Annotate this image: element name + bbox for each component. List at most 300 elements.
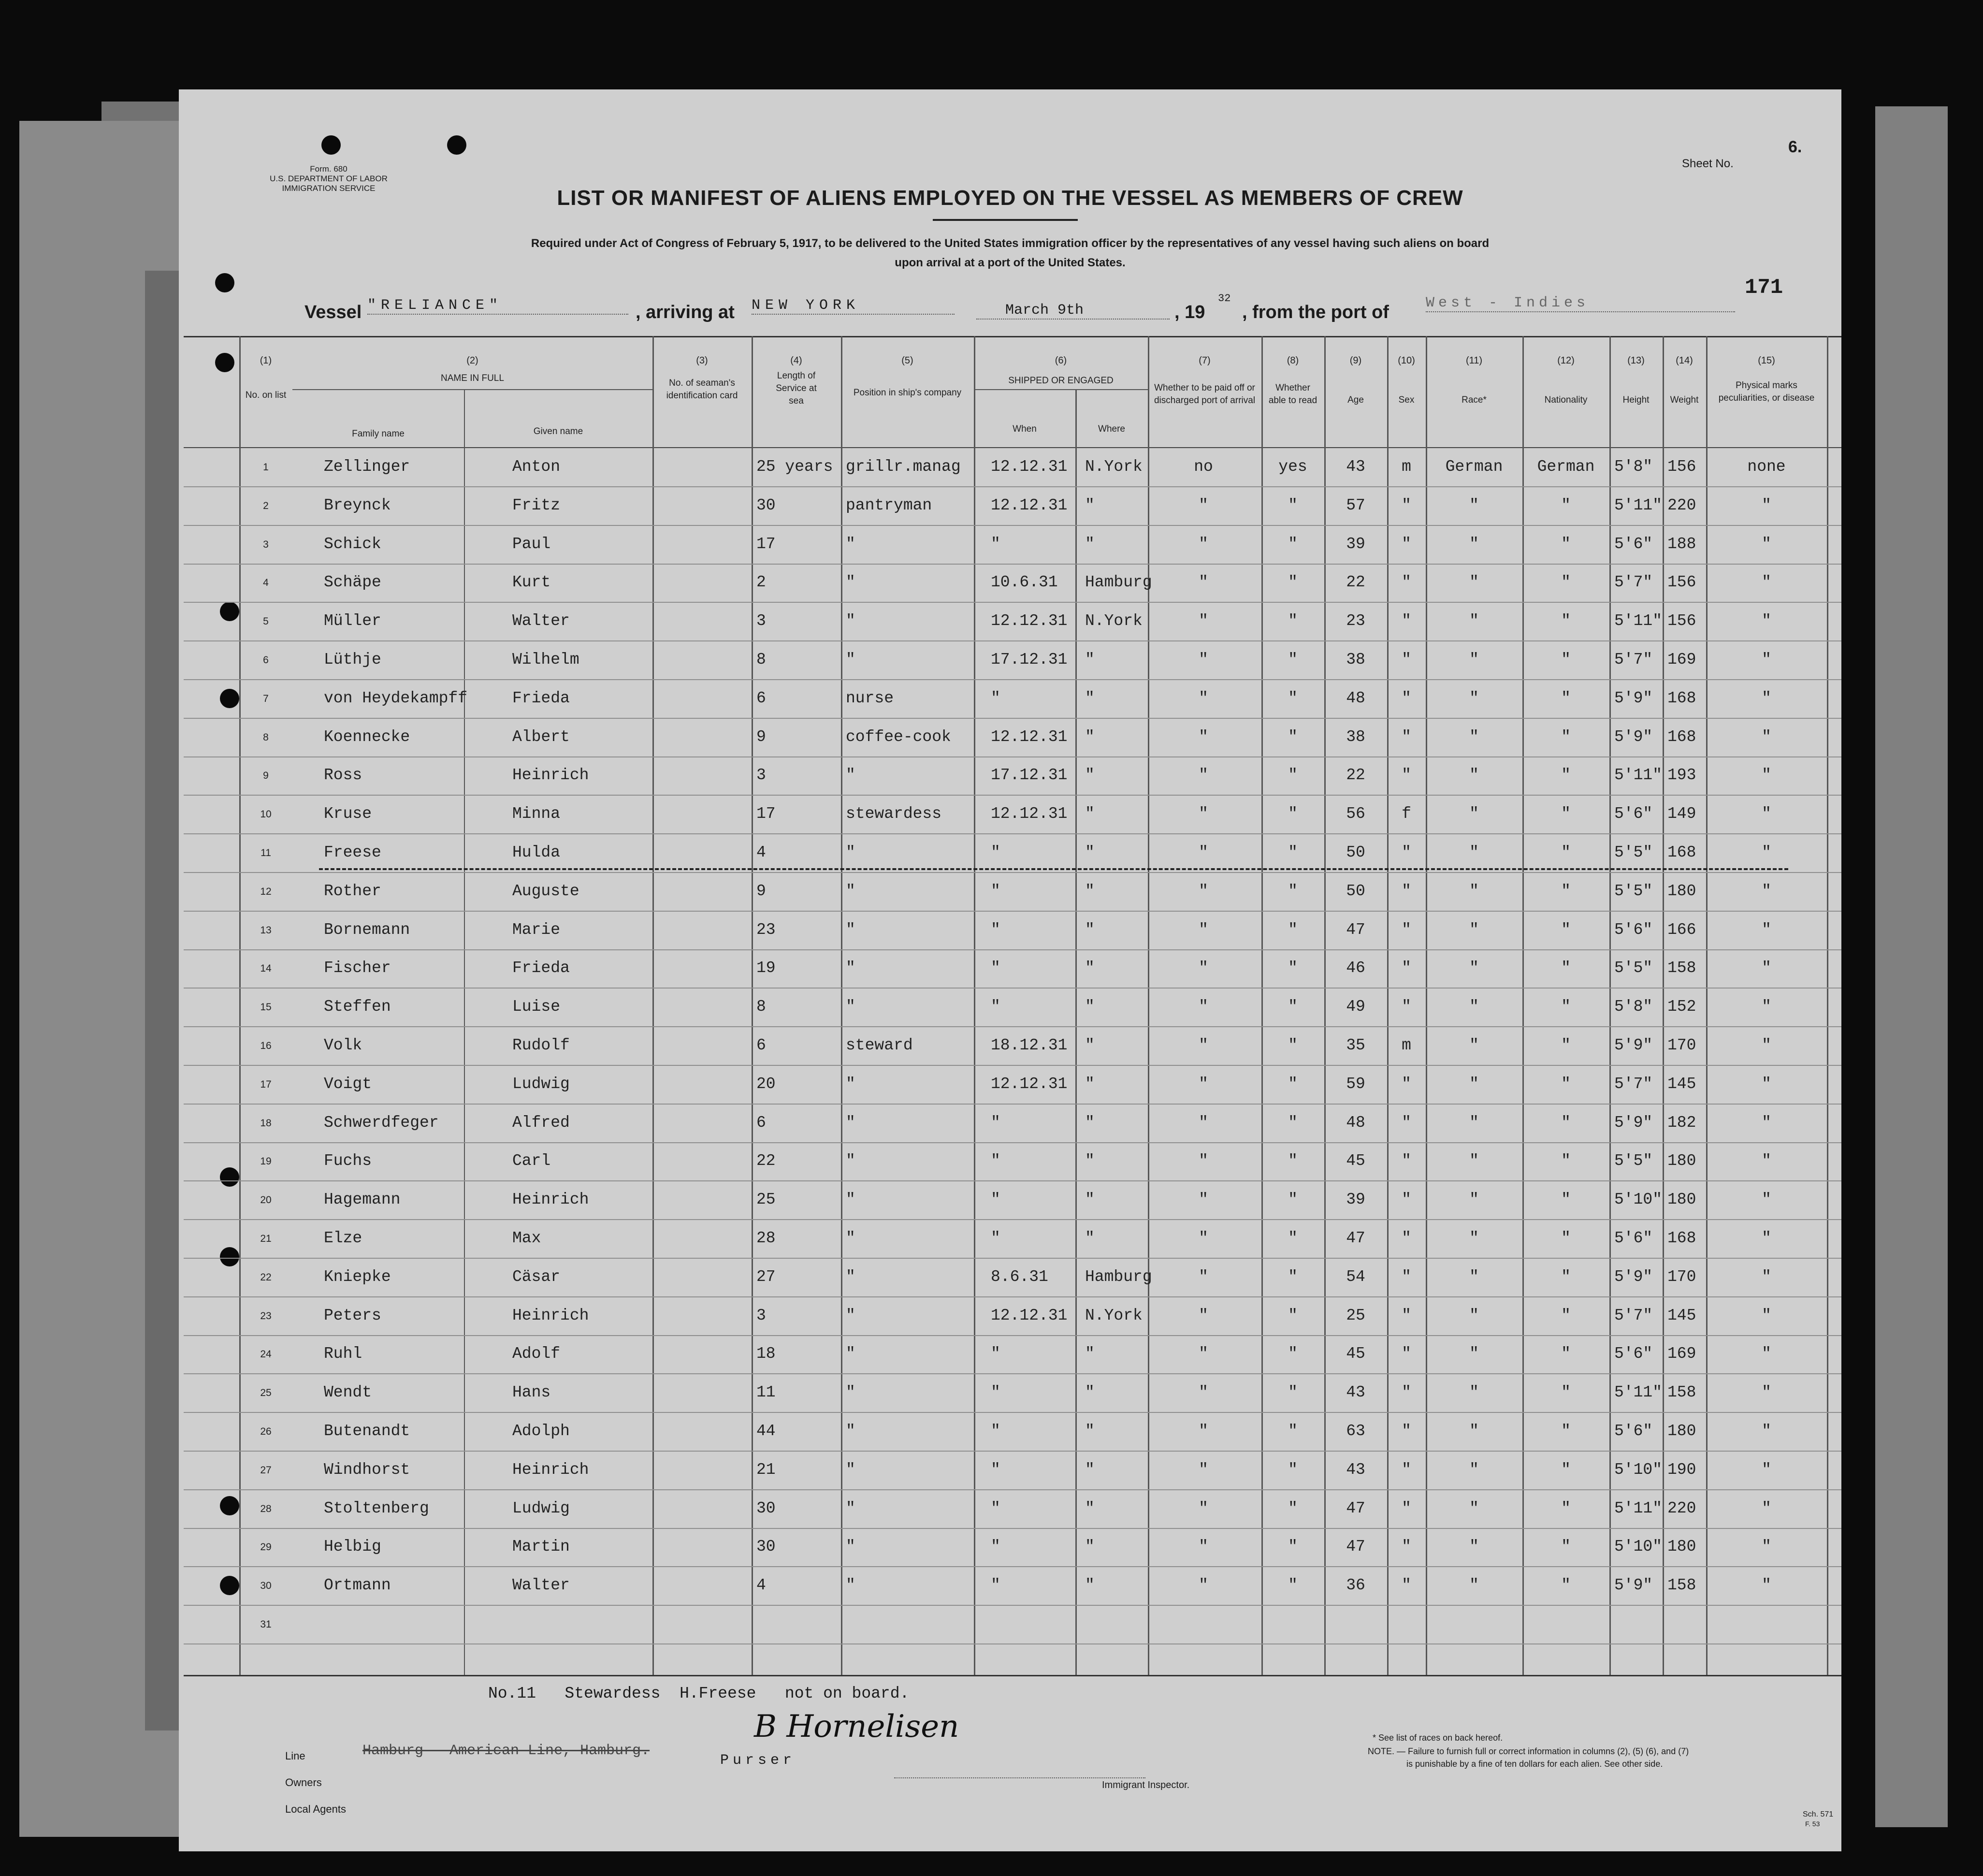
cell-shipped-when: ": [991, 1345, 1000, 1363]
inspector-label: Immigrant Inspector.: [1102, 1780, 1190, 1790]
cell-family-name: Helbig: [324, 1538, 381, 1556]
owners-label: Owners: [285, 1776, 322, 1789]
cell-given-name: Anton: [512, 458, 561, 476]
cell-height: 5'8": [1614, 458, 1653, 476]
cell-physical-marks: ": [1762, 535, 1771, 553]
cell-family-name: Peters: [324, 1306, 381, 1324]
cell-paid-off: ": [1199, 689, 1208, 707]
cell-given-name: Carl: [512, 1152, 551, 1170]
table-row: [179, 602, 1841, 641]
cell-weight: 168: [1667, 689, 1696, 707]
table-row: [179, 1412, 1841, 1451]
table-row: [179, 1567, 1841, 1605]
cell-age: 63: [1346, 1422, 1365, 1440]
penalty-note-2: is punishable by a fine of ten dollars for each alien. See other side.: [1406, 1759, 1663, 1769]
cell-physical-marks: ": [1762, 651, 1771, 669]
table-row: [179, 1220, 1841, 1258]
cell-physical-marks: ": [1762, 1075, 1771, 1093]
cell-able-to-read: yes: [1278, 458, 1307, 476]
cell-family-name: Zellinger: [324, 458, 410, 476]
cell-given-name: Walter: [512, 1576, 570, 1595]
cell-sex: ": [1402, 1460, 1411, 1479]
cell-row-number: 16: [260, 1040, 272, 1051]
race-note: * See list of races on back hereof.: [1373, 1733, 1503, 1743]
cell-position: ": [846, 959, 855, 977]
cell-position: ": [846, 1152, 855, 1170]
cell-weight: 158: [1667, 959, 1696, 977]
strike-through-line: [319, 868, 1788, 870]
cell-race: ": [1469, 651, 1479, 669]
cell-age: 49: [1346, 998, 1365, 1016]
cell-height: 5'7": [1614, 1075, 1653, 1093]
cell-shipped-where: ": [1085, 766, 1095, 785]
cell-nationality: ": [1561, 843, 1571, 861]
cell-shipped-where: ": [1085, 882, 1095, 900]
cell-family-name: Ortmann: [324, 1576, 391, 1595]
col-6-number: (6): [1055, 355, 1067, 366]
col-7-header: Whether to be paid off or discharged port of arrival: [1154, 383, 1256, 406]
cell-row-number: 7: [263, 693, 269, 704]
purser-label: Purser: [720, 1752, 796, 1769]
cell-row-number: 4: [263, 577, 269, 589]
cell-paid-off: ": [1199, 727, 1208, 746]
cell-physical-marks: ": [1762, 920, 1771, 939]
cell-age: 47: [1346, 920, 1365, 939]
cell-weight: 168: [1667, 1229, 1696, 1247]
cell-length-of-service: 19: [756, 959, 776, 977]
cell-shipped-where: ": [1085, 1499, 1095, 1517]
cell-family-name: Hagemann: [324, 1191, 401, 1209]
cell-paid-off: ": [1199, 766, 1208, 785]
cell-paid-off: ": [1199, 1306, 1208, 1324]
cell-able-to-read: ": [1288, 1075, 1298, 1093]
col-3-header: No. of seaman's identification card: [666, 378, 738, 401]
cell-weight: 152: [1667, 998, 1696, 1016]
cell-family-name: Stoltenberg: [324, 1499, 429, 1517]
cell-length-of-service: 28: [756, 1229, 776, 1247]
cell-age: 45: [1346, 1152, 1365, 1170]
col-3-number: (3): [696, 355, 708, 366]
cell-physical-marks: ": [1762, 1191, 1771, 1209]
cell-race: ": [1469, 766, 1479, 785]
cell-physical-marks: ": [1762, 1383, 1771, 1402]
table-row: [179, 1065, 1841, 1104]
cell-physical-marks: ": [1762, 805, 1771, 823]
cell-race: German: [1445, 458, 1503, 476]
cell-position: ": [846, 1191, 855, 1209]
col-9-header: Age: [1347, 395, 1364, 405]
cell-paid-off: ": [1199, 1075, 1208, 1093]
cell-age: 57: [1346, 496, 1365, 514]
cell-able-to-read: ": [1288, 805, 1298, 823]
cell-length-of-service: 8: [756, 651, 766, 669]
cell-race: ": [1469, 1267, 1479, 1286]
cell-physical-marks: ": [1762, 1499, 1771, 1517]
cell-nationality: ": [1561, 689, 1571, 707]
cell-paid-off: ": [1199, 1345, 1208, 1363]
cell-weight: 180: [1667, 882, 1696, 900]
cell-physical-marks: ": [1762, 1538, 1771, 1556]
cell-position: ": [846, 1499, 855, 1517]
cell-paid-off: ": [1199, 1113, 1208, 1132]
cell-race: ": [1469, 573, 1479, 592]
cell-position: ": [846, 843, 855, 861]
footer-note: No.11 Stewardess H.Freese not on board.: [488, 1685, 910, 1702]
local-agents-label: Local Agents: [285, 1803, 346, 1815]
cell-given-name: Rudolf: [512, 1036, 570, 1054]
cell-height: 5'6": [1614, 1345, 1653, 1363]
cell-race: ": [1469, 727, 1479, 746]
cell-shipped-where: ": [1085, 843, 1095, 861]
col-8-header: Whether able to read: [1268, 383, 1317, 406]
cell-paid-off: ": [1199, 1499, 1208, 1517]
cell-position: ": [846, 1229, 855, 1247]
cell-nationality: ": [1561, 1383, 1571, 1402]
page-number: 171: [1745, 276, 1783, 300]
cell-height: 5'9": [1614, 727, 1653, 746]
cell-age: 50: [1346, 843, 1365, 861]
cell-sex: ": [1402, 1191, 1411, 1209]
cell-shipped-where: ": [1085, 1460, 1095, 1479]
cell-height: 5'11": [1614, 612, 1663, 630]
cell-position: ": [846, 612, 855, 630]
col-10-header: Sex: [1398, 395, 1415, 405]
cell-row-number: 1: [263, 462, 269, 473]
manifest-title: LIST OR MANIFEST OF ALIENS EMPLOYED ON THE VESSEL AS MEMBERS OF CREW: [557, 186, 1463, 210]
shipped-subheader-rule: [974, 389, 1148, 390]
cell-paid-off: ": [1199, 1383, 1208, 1402]
cell-height: 5'9": [1614, 689, 1653, 707]
cell-age: 47: [1346, 1229, 1365, 1247]
cell-nationality: ": [1561, 882, 1571, 900]
table-row: [179, 448, 1841, 487]
cell-age: 23: [1346, 612, 1365, 630]
cell-age: 38: [1346, 727, 1365, 746]
col-11-header: Race*: [1462, 395, 1487, 405]
cell-shipped-where: ": [1085, 1191, 1095, 1209]
cell-given-name: Luise: [512, 998, 561, 1016]
cell-paid-off: ": [1199, 998, 1208, 1016]
cell-weight: 193: [1667, 766, 1696, 785]
cell-paid-off: ": [1199, 573, 1208, 592]
cell-given-name: Ludwig: [512, 1075, 570, 1093]
cell-position: nurse: [846, 689, 894, 707]
cell-nationality: ": [1561, 612, 1571, 630]
cell-given-name: Heinrich: [512, 766, 589, 785]
cell-weight: 180: [1667, 1422, 1696, 1440]
cell-row-number: 3: [263, 538, 269, 550]
col-14-header: Weight: [1670, 395, 1699, 405]
cell-given-name: Hulda: [512, 843, 561, 861]
cell-shipped-where: Hamburg: [1085, 1267, 1152, 1286]
manifest-sheet: [179, 89, 1841, 1851]
cell-shipped-when: ": [991, 1576, 1000, 1595]
cell-shipped-where: ": [1085, 727, 1095, 746]
table-row: [179, 680, 1841, 718]
cell-family-name: Schwerdfeger: [324, 1113, 439, 1132]
given-name-header: Given name: [533, 426, 583, 436]
sheet-number-label: Sheet No.: [1682, 157, 1734, 170]
cell-sex: ": [1402, 1499, 1411, 1517]
year-suffix: 32: [1218, 292, 1231, 305]
cell-row-number: 8: [263, 731, 269, 743]
cell-age: 47: [1346, 1499, 1365, 1517]
cell-family-name: Ruhl: [324, 1345, 362, 1363]
cell-given-name: Heinrich: [512, 1191, 589, 1209]
cell-shipped-when: ": [991, 1229, 1000, 1247]
cell-weight: 170: [1667, 1036, 1696, 1054]
cell-race: ": [1469, 496, 1479, 514]
schedule-subnumber: F. 53: [1805, 1820, 1820, 1828]
cell-shipped-when: ": [991, 1538, 1000, 1556]
cell-sex: ": [1402, 1576, 1411, 1595]
table-row: [179, 834, 1841, 873]
cell-height: 5'11": [1614, 1383, 1663, 1402]
cell-weight: 168: [1667, 843, 1696, 861]
cell-sex: ": [1402, 1075, 1411, 1093]
cell-shipped-when: 17.12.31: [991, 651, 1068, 669]
cell-height: 5'5": [1614, 1152, 1653, 1170]
cell-weight: 156: [1667, 458, 1696, 476]
cell-sex: ": [1402, 1306, 1411, 1324]
name-subheader-rule: [292, 389, 652, 390]
cell-weight: 158: [1667, 1576, 1696, 1595]
cell-shipped-where: Hamburg: [1085, 573, 1152, 592]
cell-row-number: 2: [263, 500, 269, 511]
cell-able-to-read: ": [1288, 959, 1298, 977]
cell-height: 5'8": [1614, 998, 1653, 1016]
cell-shipped-when: 10.6.31: [991, 573, 1058, 592]
cell-given-name: Adolph: [512, 1422, 570, 1440]
cell-age: 48: [1346, 689, 1365, 707]
cell-age: 43: [1346, 1383, 1365, 1402]
col-5-number: (5): [901, 355, 913, 366]
cell-paid-off: ": [1199, 1191, 1208, 1209]
table-row: [179, 641, 1841, 680]
cell-weight: 149: [1667, 805, 1696, 823]
cell-family-name: Fuchs: [324, 1152, 372, 1170]
cell-nationality: ": [1561, 1152, 1571, 1170]
cell-age: 39: [1346, 535, 1365, 553]
inspector-signature-line: [894, 1777, 1145, 1778]
cell-family-name: Schick: [324, 535, 381, 553]
cell-length-of-service: 20: [756, 1075, 776, 1093]
cell-race: ": [1469, 1036, 1479, 1054]
departure-port: West - Indies: [1426, 295, 1735, 312]
cell-length-of-service: 30: [756, 1499, 776, 1517]
cell-family-name: von Heydekampff: [324, 689, 468, 707]
cell-family-name: Rother: [324, 882, 381, 900]
cell-age: 54: [1346, 1267, 1365, 1286]
col-8-number: (8): [1287, 355, 1299, 366]
cell-family-name: Freese: [324, 843, 381, 861]
cell-height: 5'11": [1614, 496, 1663, 514]
cell-nationality: ": [1561, 1113, 1571, 1132]
shipped-where-header: Where: [1098, 424, 1125, 434]
cell-physical-marks: ": [1762, 1267, 1771, 1286]
cell-position: ": [846, 1538, 855, 1556]
cell-given-name: Paul: [512, 535, 551, 553]
cell-family-name: Koennecke: [324, 727, 410, 746]
cell-given-name: Fritz: [512, 496, 561, 514]
purser-signature: B Hornelisen: [754, 1709, 959, 1745]
cell-length-of-service: 9: [756, 882, 766, 900]
cell-nationality: ": [1561, 573, 1571, 592]
shipped-when-header: When: [1013, 424, 1037, 434]
table-row: [179, 564, 1841, 602]
cell-race: ": [1469, 959, 1479, 977]
cell-race: ": [1469, 805, 1479, 823]
cell-nationality: ": [1561, 1499, 1571, 1517]
cell-length-of-service: 2: [756, 573, 766, 592]
cell-length-of-service: 6: [756, 689, 766, 707]
cell-weight: 158: [1667, 1383, 1696, 1402]
cell-shipped-where: ": [1085, 1345, 1095, 1363]
cell-age: 43: [1346, 458, 1365, 476]
cell-height: 5'6": [1614, 1229, 1653, 1247]
table-bottom-rule: [184, 1675, 1841, 1676]
cell-sex: ": [1402, 1113, 1411, 1132]
cell-age: 56: [1346, 805, 1365, 823]
cell-length-of-service: 6: [756, 1036, 766, 1054]
cell-height: 5'11": [1614, 1499, 1663, 1517]
cell-length-of-service: 4: [756, 1576, 766, 1595]
cell-sex: ": [1402, 1229, 1411, 1247]
cell-nationality: ": [1561, 805, 1571, 823]
col-1-number: (1): [260, 355, 272, 366]
cell-row-number: 30: [260, 1580, 272, 1592]
cell-age: 22: [1346, 766, 1365, 785]
cell-weight: 156: [1667, 612, 1696, 630]
cell-family-name: Kruse: [324, 805, 372, 823]
table-row: [179, 718, 1841, 757]
cell-paid-off: ": [1199, 612, 1208, 630]
cell-given-name: Martin: [512, 1538, 570, 1556]
cell-able-to-read: ": [1288, 1345, 1298, 1363]
cell-height: 5'6": [1614, 535, 1653, 553]
cell-shipped-where: ": [1085, 1383, 1095, 1402]
cell-length-of-service: 30: [756, 496, 776, 514]
cell-height: 5'9": [1614, 1267, 1653, 1286]
cell-given-name: Albert: [512, 727, 570, 746]
cell-physical-marks: ": [1762, 689, 1771, 707]
cell-able-to-read: ": [1288, 882, 1298, 900]
cell-row-number: 6: [263, 654, 269, 666]
cell-height: 5'9": [1614, 1576, 1653, 1595]
cell-nationality: ": [1561, 1267, 1571, 1286]
cell-position: ": [846, 1113, 855, 1132]
cell-given-name: Adolf: [512, 1345, 561, 1363]
department-name: U.S. DEPARTMENT OF LABOR: [270, 174, 388, 183]
cell-able-to-read: ": [1288, 1422, 1298, 1440]
cell-paid-off: ": [1199, 535, 1208, 553]
cell-physical-marks: ": [1762, 766, 1771, 785]
cell-paid-off: ": [1199, 1229, 1208, 1247]
cell-age: 47: [1346, 1538, 1365, 1556]
cell-able-to-read: ": [1288, 573, 1298, 592]
cell-able-to-read: ": [1288, 920, 1298, 939]
cell-given-name: Marie: [512, 920, 561, 939]
table-row: [179, 911, 1841, 950]
col-15-header: Physical marks peculiarities, or disease: [1718, 380, 1815, 403]
cell-able-to-read: ": [1288, 496, 1298, 514]
table-row: [179, 487, 1841, 525]
cell-height: 5'9": [1614, 1113, 1653, 1132]
cell-row-number: 12: [260, 886, 272, 897]
cell-able-to-read: ": [1288, 1267, 1298, 1286]
cell-length-of-service: 17: [756, 535, 776, 553]
cell-given-name: Auguste: [512, 882, 579, 900]
cell-weight: 170: [1667, 1267, 1696, 1286]
cell-sex: m: [1402, 458, 1411, 476]
cell-paid-off: ": [1199, 496, 1208, 514]
cell-shipped-where: ": [1085, 998, 1095, 1016]
penalty-note-1: NOTE. — Failure to furnish full or correct information in columns (2), (5) (6), and (7): [1368, 1746, 1689, 1756]
cell-race: ": [1469, 1345, 1479, 1363]
cell-physical-marks: ": [1762, 1422, 1771, 1440]
cell-able-to-read: ": [1288, 1538, 1298, 1556]
schedule-number: Sch. 571: [1803, 1810, 1834, 1818]
table-row: [179, 1297, 1841, 1336]
cell-race: ": [1469, 1152, 1479, 1170]
cell-able-to-read: ": [1288, 843, 1298, 861]
table-row: [179, 1451, 1841, 1490]
cell-sex: ": [1402, 1538, 1411, 1556]
cell-length-of-service: 23: [756, 920, 776, 939]
cell-row-number: 5: [263, 616, 269, 627]
cell-position: ": [846, 998, 855, 1016]
col-4-number: (4): [790, 355, 802, 366]
cell-age: 59: [1346, 1075, 1365, 1093]
cell-row-number: 21: [260, 1233, 272, 1244]
col-13-header: Height: [1622, 395, 1650, 405]
cell-weight: 169: [1667, 651, 1696, 669]
cell-given-name: Heinrich: [512, 1306, 589, 1324]
cell-row-number: 19: [260, 1156, 272, 1167]
cell-physical-marks: ": [1762, 843, 1771, 861]
cell-race: ": [1469, 1306, 1479, 1324]
cell-race: ": [1469, 1191, 1479, 1209]
cell-able-to-read: ": [1288, 1383, 1298, 1402]
cell-physical-marks: ": [1762, 727, 1771, 746]
cell-physical-marks: ": [1762, 1036, 1771, 1054]
col-13-number: (13): [1627, 355, 1645, 366]
cell-height: 5'7": [1614, 573, 1653, 592]
cell-height: 5'6": [1614, 1422, 1653, 1440]
cell-shipped-when: 18.12.31: [991, 1036, 1068, 1054]
cell-shipped-where: ": [1085, 1036, 1095, 1054]
cell-shipped-when: 17.12.31: [991, 766, 1068, 785]
underlying-page-right: [1875, 106, 1948, 1827]
cell-able-to-read: ": [1288, 651, 1298, 669]
cell-shipped-where: ": [1085, 1152, 1095, 1170]
col-4-header: Length of Service at sea: [776, 371, 817, 406]
cell-physical-marks: ": [1762, 998, 1771, 1016]
table-row: [179, 988, 1841, 1027]
cell-length-of-service: 44: [756, 1422, 776, 1440]
cell-position: ": [846, 1075, 855, 1093]
col-2-header: NAME IN FULL: [441, 373, 504, 383]
cell-sex: ": [1402, 1422, 1411, 1440]
cell-given-name: Walter: [512, 612, 570, 630]
cell-shipped-when: ": [991, 882, 1000, 900]
cell-physical-marks: ": [1762, 1152, 1771, 1170]
line-value: Hamburg - American Line, Hamburg.: [362, 1743, 650, 1759]
cell-nationality: ": [1561, 535, 1571, 553]
cell-age: 38: [1346, 651, 1365, 669]
cell-given-name: Hans: [512, 1383, 551, 1402]
cell-weight: 220: [1667, 496, 1696, 514]
